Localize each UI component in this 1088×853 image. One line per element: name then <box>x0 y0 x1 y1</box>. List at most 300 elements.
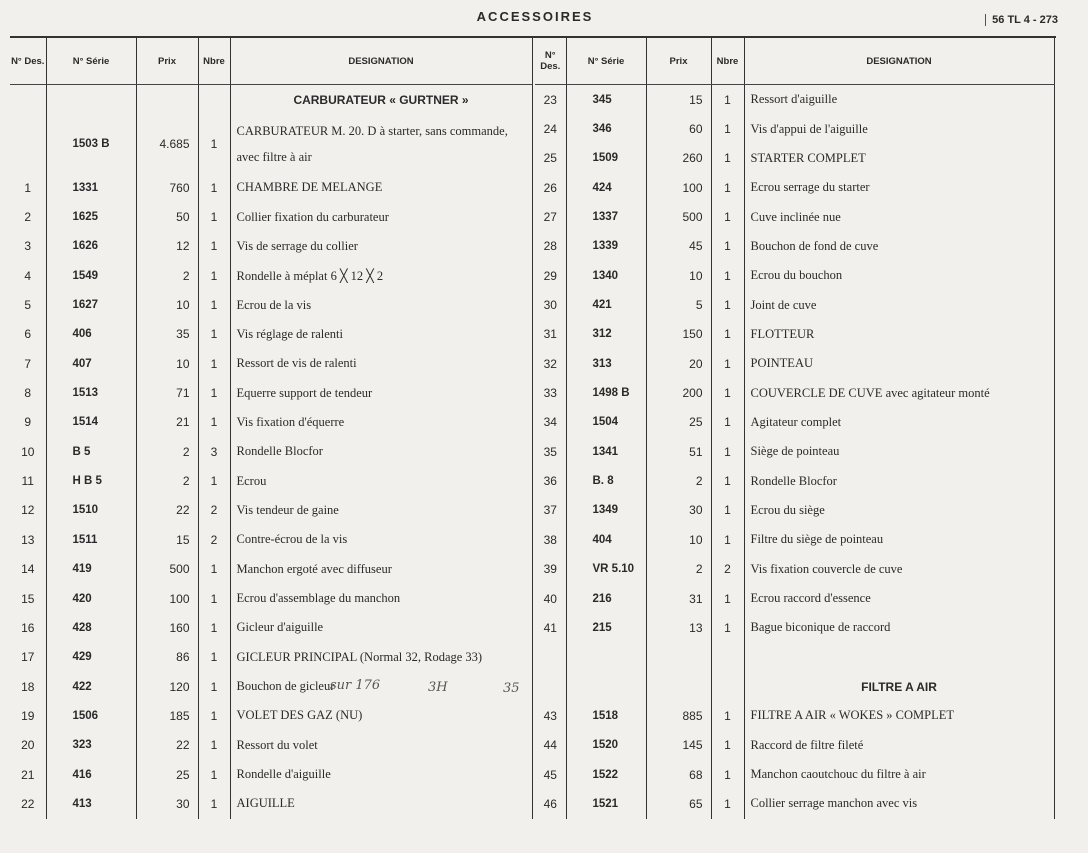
price-value: 10 <box>646 261 711 290</box>
price-value: 25 <box>646 408 711 437</box>
col-serial-header: N° Série <box>566 38 646 85</box>
designation-text: Bouchon de fond de cuve <box>744 232 1054 261</box>
price-value: 25 <box>136 760 198 789</box>
col-serial-header: N° Série <box>46 38 136 85</box>
quantity-value: 1 <box>711 613 744 642</box>
designation-text: STARTER COMPLET <box>744 144 1054 173</box>
price-value: 2 <box>646 466 711 495</box>
handwritten-note-c: 35 <box>503 681 520 696</box>
quantity-value: 1 <box>711 466 744 495</box>
designation-text: Manchon caoutchouc du filtre à air <box>744 760 1054 789</box>
designation-text: Equerre support de tendeur <box>230 378 532 407</box>
table-row <box>10 232 532 261</box>
table-row <box>535 173 1054 202</box>
designation-text: Vis d'appui de l'aiguille <box>744 114 1054 143</box>
designation-text: FILTRE A AIR « WOKES » COMPLET <box>744 701 1054 730</box>
quantity-value: 1 <box>711 408 744 437</box>
price-value: 15 <box>646 85 711 115</box>
table-row <box>535 437 1054 466</box>
table-row <box>535 261 1054 290</box>
item-number: 39 <box>535 555 566 584</box>
table-row <box>535 349 1054 378</box>
serial-number: 345 <box>566 85 646 115</box>
blank-cell <box>10 85 46 115</box>
table-row <box>10 173 532 202</box>
item-number: 28 <box>535 232 566 261</box>
item-number: 11 <box>10 466 46 495</box>
item-number: 10 <box>10 437 46 466</box>
serial-number: 1518 <box>566 701 646 730</box>
quantity-value: 1 <box>711 232 744 261</box>
table-row <box>10 85 532 115</box>
quantity-value: 1 <box>711 290 744 319</box>
table-row <box>10 672 532 701</box>
serial-number: 1521 <box>566 789 646 818</box>
price-value: 13 <box>646 613 711 642</box>
price-value: 35 <box>136 320 198 349</box>
item-number: 41 <box>535 613 566 642</box>
serial-number: 1503 B <box>46 114 136 173</box>
designation-text: Manchon ergoté avec diffuseur <box>230 555 532 584</box>
item-number: 19 <box>10 701 46 730</box>
quantity-value: 1 <box>711 496 744 525</box>
serial-number: 1510 <box>46 496 136 525</box>
table-row <box>535 320 1054 349</box>
designation-text: Bouchon de gicleur <box>230 672 532 701</box>
designation-text: Vis de serrage du collier <box>230 232 532 261</box>
serial-number: 1349 <box>566 496 646 525</box>
item-number: 16 <box>10 613 46 642</box>
designation-text: Cuve inclinée nue <box>744 202 1054 231</box>
item-number: 2 <box>10 202 46 231</box>
table-row <box>535 114 1054 143</box>
quantity-value: 1 <box>198 613 230 642</box>
designation-text: Joint de cuve <box>744 290 1054 319</box>
price-value: 760 <box>136 173 198 202</box>
item-number: 22 <box>10 789 46 818</box>
quantity-value: 1 <box>198 555 230 584</box>
blank-cell <box>46 85 136 115</box>
quantity-value: 2 <box>198 496 230 525</box>
quantity-value: 1 <box>711 349 744 378</box>
quantity-value: 1 <box>711 584 744 613</box>
price-value: 30 <box>646 496 711 525</box>
table-row <box>10 202 532 231</box>
table-row <box>10 466 532 495</box>
serial-number: 406 <box>46 320 136 349</box>
serial-number: 1511 <box>46 525 136 554</box>
designation-text: CARBURATEUR M. 20. D à starter, sans commande, avec filtre à air <box>230 114 532 173</box>
item-number <box>535 643 566 672</box>
item-number: 27 <box>535 202 566 231</box>
serial-number: B. 8 <box>566 466 646 495</box>
table-row <box>10 437 532 466</box>
quantity-value: 1 <box>198 202 230 231</box>
quantity-value: 2 <box>711 555 744 584</box>
quantity-value: 1 <box>711 731 744 760</box>
quantity-value: 1 <box>198 232 230 261</box>
item-number: 30 <box>535 290 566 319</box>
item-number: 40 <box>535 584 566 613</box>
table-row <box>535 760 1054 789</box>
item-number: 5 <box>10 290 46 319</box>
quantity-value: 1 <box>711 437 744 466</box>
price-value: 5 <box>646 290 711 319</box>
item-number: 1 <box>10 173 46 202</box>
price-value: 45 <box>646 232 711 261</box>
table-row <box>10 760 532 789</box>
price-value: 31 <box>646 584 711 613</box>
designation-text: Collier serrage manchon avec vis <box>744 789 1054 818</box>
designation-text: Agitateur complet <box>744 408 1054 437</box>
designation-text: Ecrou raccord d'essence <box>744 584 1054 613</box>
table-row <box>535 672 1054 701</box>
designation-text: Raccord de filtre fileté <box>744 731 1054 760</box>
table-row <box>535 613 1054 642</box>
table-row <box>10 789 532 818</box>
serial-number: 1626 <box>46 232 136 261</box>
price-value: 150 <box>646 320 711 349</box>
col-price-header: Prix <box>646 38 711 85</box>
serial-number: 1506 <box>46 701 136 730</box>
item-number: 46 <box>535 789 566 818</box>
item-number: 9 <box>10 408 46 437</box>
handwritten-note-a: sur 176 <box>330 678 381 693</box>
col-qty-header: Nbre <box>198 38 230 85</box>
price-value: 21 <box>136 408 198 437</box>
table-row <box>10 114 532 173</box>
item-number: 15 <box>10 584 46 613</box>
item-number: 8 <box>10 378 46 407</box>
designation-text: Vis fixation d'équerre <box>230 408 532 437</box>
designation-text: Vis réglage de ralenti <box>230 320 532 349</box>
section-heading: CARBURATEUR « GURTNER » <box>230 85 532 115</box>
item-number <box>10 114 46 173</box>
serial-number: VR 5.10 <box>566 555 646 584</box>
price-value <box>646 643 711 672</box>
price-value: 20 <box>646 349 711 378</box>
item-number: 31 <box>535 320 566 349</box>
quantity-value: 1 <box>711 378 744 407</box>
serial-number: B 5 <box>46 437 136 466</box>
item-number: 45 <box>535 760 566 789</box>
price-value: 185 <box>136 701 198 730</box>
serial-number: 1339 <box>566 232 646 261</box>
serial-number <box>566 643 646 672</box>
item-number: 14 <box>10 555 46 584</box>
item-number: 6 <box>10 320 46 349</box>
table-row <box>535 789 1054 818</box>
item-number: 7 <box>10 349 46 378</box>
item-number: 3 <box>10 232 46 261</box>
price-value: 260 <box>646 144 711 173</box>
quantity-value: 3 <box>198 437 230 466</box>
item-number: 4 <box>10 261 46 290</box>
col-num-header: N° Des. <box>10 38 46 85</box>
serial-number: 1625 <box>46 202 136 231</box>
designation-text: Ressort d'aiguille <box>744 85 1054 115</box>
price-value: 71 <box>136 378 198 407</box>
serial-number: 346 <box>566 114 646 143</box>
price-value: 10 <box>136 349 198 378</box>
designation-text: Ecrou d'assemblage du manchon <box>230 584 532 613</box>
right-parts-table <box>535 38 1055 819</box>
item-number: 44 <box>535 731 566 760</box>
col-num-header: N° Des. <box>535 38 566 85</box>
serial-number: 429 <box>46 643 136 672</box>
col-designation-header: DESIGNATION <box>230 38 532 85</box>
col-price-header: Prix <box>136 38 198 85</box>
designation-text: FLOTTEUR <box>744 320 1054 349</box>
price-value: 51 <box>646 437 711 466</box>
designation-text: Contre-écrou de la vis <box>230 525 532 554</box>
quantity-value: 1 <box>711 701 744 730</box>
price-value: 160 <box>136 613 198 642</box>
quantity-value: 1 <box>198 408 230 437</box>
quantity-value: 1 <box>198 643 230 672</box>
price-value: 50 <box>136 202 198 231</box>
table-row <box>535 378 1054 407</box>
serial-number: 1340 <box>566 261 646 290</box>
designation-text: Ecrou du bouchon <box>744 261 1054 290</box>
item-number: 18 <box>10 672 46 701</box>
designation-text: Bague biconique de raccord <box>744 613 1054 642</box>
table-row <box>10 320 532 349</box>
col-qty-header: Nbre <box>711 38 744 85</box>
table-row <box>535 202 1054 231</box>
designation-text: VOLET DES GAZ (NU) <box>230 701 532 730</box>
quantity-value: 1 <box>711 760 744 789</box>
price-value: 22 <box>136 496 198 525</box>
price-value: 145 <box>646 731 711 760</box>
price-value: 885 <box>646 701 711 730</box>
price-value: 120 <box>136 672 198 701</box>
table-row <box>535 584 1054 613</box>
table-row <box>10 584 532 613</box>
left-parts-table <box>10 38 533 819</box>
table-row <box>10 643 532 672</box>
item-number: 21 <box>10 760 46 789</box>
table-row <box>10 261 532 290</box>
serial-number: 1331 <box>46 173 136 202</box>
price-value: 12 <box>136 232 198 261</box>
table-row <box>535 731 1054 760</box>
designation-text: Collier fixation du carburateur <box>230 202 532 231</box>
table-row <box>535 290 1054 319</box>
designation-text: Ressort de vis de ralenti <box>230 349 532 378</box>
quantity-value: 1 <box>198 466 230 495</box>
quantity-value: 1 <box>198 173 230 202</box>
serial-number: 404 <box>566 525 646 554</box>
table-row <box>535 85 1054 115</box>
designation-text: Ressort du volet <box>230 731 532 760</box>
serial-number: 1337 <box>566 202 646 231</box>
quantity-value: 1 <box>711 144 744 173</box>
designation-text: CHAMBRE DE MELANGE <box>230 173 532 202</box>
price-value: 200 <box>646 378 711 407</box>
item-number: 35 <box>535 437 566 466</box>
table-row <box>10 496 532 525</box>
price-value: 68 <box>646 760 711 789</box>
designation-text: Vis fixation couvercle de cuve <box>744 555 1054 584</box>
serial-number: 1341 <box>566 437 646 466</box>
price-value: 2 <box>136 437 198 466</box>
serial-number: 1498 B <box>566 378 646 407</box>
designation-text: Rondelle d'aiguille <box>230 760 532 789</box>
price-value: 60 <box>646 114 711 143</box>
item-number: 32 <box>535 349 566 378</box>
designation-text <box>744 643 1054 672</box>
table-row <box>535 466 1054 495</box>
item-number: 17 <box>10 643 46 672</box>
designation-text: Ecrou serrage du starter <box>744 173 1054 202</box>
serial-number: 313 <box>566 349 646 378</box>
table-row <box>10 408 532 437</box>
price-value: 10 <box>646 525 711 554</box>
blank-cell <box>566 672 646 701</box>
table-row <box>535 232 1054 261</box>
quantity-value: 1 <box>711 202 744 231</box>
table-row <box>10 555 532 584</box>
page-reference: 56 TL 4 - 273 <box>985 14 1058 26</box>
serial-number: 312 <box>566 320 646 349</box>
serial-number: 422 <box>46 672 136 701</box>
quantity-value: 1 <box>198 760 230 789</box>
serial-number: 428 <box>46 613 136 642</box>
serial-number: 1513 <box>46 378 136 407</box>
blank-cell <box>198 85 230 115</box>
price-value: 86 <box>136 643 198 672</box>
quantity-value: 1 <box>198 731 230 760</box>
item-number: 12 <box>10 496 46 525</box>
price-value: 500 <box>136 555 198 584</box>
designation-text: Rondelle Blocfor <box>744 466 1054 495</box>
price-value: 30 <box>136 789 198 818</box>
table-row <box>10 349 532 378</box>
item-number: 43 <box>535 701 566 730</box>
item-number: 36 <box>535 466 566 495</box>
table-row <box>535 525 1054 554</box>
quantity-value: 1 <box>711 789 744 818</box>
blank-cell <box>535 672 566 701</box>
quantity-value: 1 <box>198 672 230 701</box>
price-value: 2 <box>136 261 198 290</box>
blank-cell <box>711 672 744 701</box>
section-heading: FILTRE A AIR <box>744 672 1054 701</box>
blank-cell <box>136 85 198 115</box>
quantity-value: 1 <box>711 85 744 115</box>
price-value: 2 <box>136 466 198 495</box>
item-number: 20 <box>10 731 46 760</box>
handwritten-note-b: 3H <box>428 680 448 695</box>
item-number: 34 <box>535 408 566 437</box>
item-number: 26 <box>535 173 566 202</box>
designation-text: GICLEUR PRINCIPAL (Normal 32, Rodage 33) <box>230 643 532 672</box>
quantity-value: 1 <box>198 290 230 319</box>
quantity-value: 1 <box>711 261 744 290</box>
quantity-value: 2 <box>198 525 230 554</box>
quantity-value: 1 <box>198 349 230 378</box>
price-value: 500 <box>646 202 711 231</box>
table-row <box>535 701 1054 730</box>
quantity-value: 1 <box>198 378 230 407</box>
item-number: 29 <box>535 261 566 290</box>
table-row <box>10 525 532 554</box>
item-number: 24 <box>535 114 566 143</box>
table-row <box>535 496 1054 525</box>
quantity-value: 1 <box>198 320 230 349</box>
price-value: 10 <box>136 290 198 319</box>
designation-text: POINTEAU <box>744 349 1054 378</box>
table-row <box>535 144 1054 173</box>
serial-number: 407 <box>46 349 136 378</box>
serial-number: 215 <box>566 613 646 642</box>
table-row <box>10 378 532 407</box>
serial-number: 413 <box>46 789 136 818</box>
table-row <box>535 408 1054 437</box>
designation-text: Gicleur d'aiguille <box>230 613 532 642</box>
quantity-value: 1 <box>711 525 744 554</box>
serial-number: 416 <box>46 760 136 789</box>
quantity-value: 1 <box>198 789 230 818</box>
table-row <box>10 290 532 319</box>
designation-text: AIGUILLE <box>230 789 532 818</box>
quantity-value: 1 <box>198 261 230 290</box>
quantity-value <box>711 643 744 672</box>
item-number: 23 <box>535 85 566 115</box>
designation-text: Filtre du siège de pointeau <box>744 525 1054 554</box>
price-value: 100 <box>646 173 711 202</box>
table-row <box>535 643 1054 672</box>
table-row <box>10 613 532 642</box>
blank-cell <box>646 672 711 701</box>
designation-text: Rondelle à méplat 6 ╳ 12 ╳ 2 <box>230 261 532 290</box>
serial-number: 323 <box>46 731 136 760</box>
serial-number: 1514 <box>46 408 136 437</box>
item-number: 25 <box>535 144 566 173</box>
serial-number: 1549 <box>46 261 136 290</box>
price-value: 15 <box>136 525 198 554</box>
serial-number: 421 <box>566 290 646 319</box>
page-title: ACCESSOIRES <box>476 9 594 24</box>
price-value: 22 <box>136 731 198 760</box>
designation-text: COUVERCLE DE CUVE avec agitateur monté <box>744 378 1054 407</box>
item-number: 33 <box>535 378 566 407</box>
designation-text: Rondelle Blocfor <box>230 437 532 466</box>
serial-number: 1509 <box>566 144 646 173</box>
serial-number: H B 5 <box>46 466 136 495</box>
serial-number: 1627 <box>46 290 136 319</box>
price-value: 65 <box>646 789 711 818</box>
serial-number: 216 <box>566 584 646 613</box>
quantity-value: 1 <box>198 584 230 613</box>
designation-text: Ecrou du siège <box>744 496 1054 525</box>
serial-number: 1504 <box>566 408 646 437</box>
designation-text: Ecrou <box>230 466 532 495</box>
quantity-value: 1 <box>198 114 230 173</box>
table-row <box>10 701 532 730</box>
serial-number: 420 <box>46 584 136 613</box>
item-number: 38 <box>535 525 566 554</box>
designation-text: Ecrou de la vis <box>230 290 532 319</box>
serial-number: 419 <box>46 555 136 584</box>
price-value: 100 <box>136 584 198 613</box>
designation-text: Vis tendeur de gaine <box>230 496 532 525</box>
table-row <box>10 731 532 760</box>
col-designation-header: DESIGNATION <box>744 38 1054 85</box>
price-value: 4.685 <box>136 114 198 173</box>
item-number: 37 <box>535 496 566 525</box>
